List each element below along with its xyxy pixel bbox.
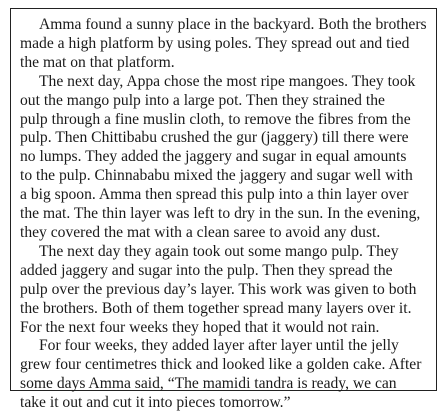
text-line: a big spoon. Amma then spread this pulp into a thin layer over — [20, 186, 409, 204]
paragraph-1 — [20, 16, 432, 73]
text-line: the brothers. Both of them together spread many layers over it. — [20, 299, 412, 317]
text-box-frame — [10, 8, 437, 412]
text-line: the mat on that platform. — [20, 53, 175, 71]
text-line: grew four centimetres thick and looked like a golden cake. After — [20, 356, 422, 374]
text-line: The next day they again took out some mango pulp. They — [39, 242, 399, 260]
paragraph-2 — [20, 73, 432, 243]
text-line: out the mango pulp into a large pot. Then they strained the — [20, 91, 385, 109]
story-text — [20, 16, 432, 413]
text-line: pulp. Then Chittibabu crushed the gur (jaggery) till there were — [20, 129, 409, 147]
text-line: For four weeks, they added layer after layer until the jelly — [39, 337, 399, 355]
text-line: pulp over the previous day’s layer. This work was given to both — [20, 280, 417, 298]
text-line: made a high platform by using poles. They spread out and tied — [20, 34, 410, 52]
paragraph-3 — [20, 243, 432, 338]
paragraph-4 — [20, 337, 432, 413]
text-line: some days Amma said, “The mamidi tandra is ready, we can — [20, 375, 397, 393]
text-line: no lumps. They added the jaggery and sugar in equal amounts — [20, 148, 407, 166]
text-line: pulp through a fine muslin cloth, to remove the fibres from the — [20, 110, 411, 128]
text-line: take it out and cut it into pieces tomorrow.” — [20, 394, 291, 412]
text-line: Amma found a sunny place in the backyard. Both the brothers — [39, 16, 427, 33]
text-line: The next day, Appa chose the most ripe mangoes. They took — [39, 72, 416, 90]
text-line: added jaggery and sugar into the pulp. Then they spread the — [20, 261, 393, 279]
text-line: For the next four weeks they hoped that it would not rain. — [20, 318, 380, 336]
text-line: the mat. The thin layer was left to dry in the sun. In the evening, — [20, 205, 421, 223]
text-line: to the pulp. Chinnababu mixed the jaggery and sugar well with — [20, 167, 413, 185]
text-line: they covered the mat with a clean saree to avoid any dust. — [20, 223, 381, 241]
